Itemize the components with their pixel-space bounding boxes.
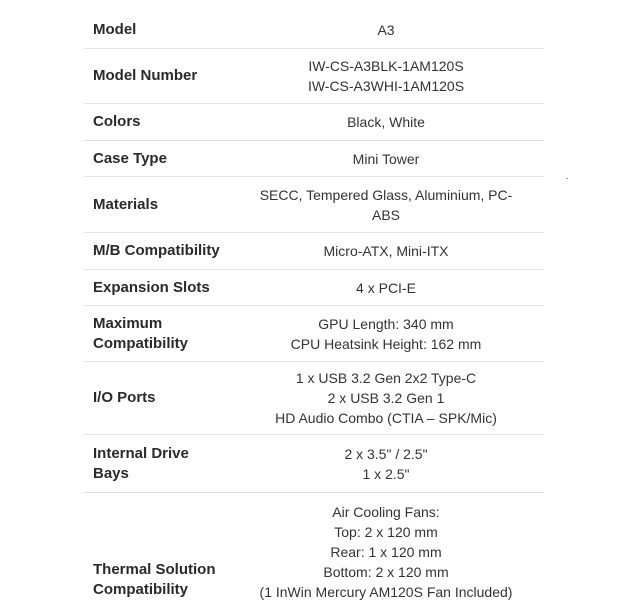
spec-row-thermal-solution	[84, 493, 544, 602]
spec-value	[228, 185, 544, 225]
spec-value-line: Rear: 1 x 120 mm	[330, 544, 442, 560]
spec-row-maximum-compatibility	[84, 306, 544, 362]
spec-value	[228, 368, 544, 428]
spec-value	[228, 112, 544, 132]
spec-value	[228, 502, 544, 602]
spec-label	[84, 112, 228, 132]
spec-row-case-type	[84, 141, 544, 177]
spec-label-line: Expansion Slots	[93, 278, 210, 296]
spec-label-line: Materials	[93, 195, 159, 213]
spec-label-line: Colors	[93, 113, 141, 130]
spec-value-line: 1 x USB 3.2 Gen 2x2 Type-C	[295, 370, 477, 386]
spec-label	[84, 560, 228, 602]
spec-value	[228, 278, 544, 298]
spec-label-line: Model Number	[93, 67, 198, 84]
spec-value-line: IW-CS-A3BLK-1AM120S	[308, 58, 464, 74]
spec-value-line: Top: 2 x 120 mm	[334, 524, 438, 540]
spec-value-line: (1 InWin Mercury AM120S Fan Included)	[259, 584, 513, 600]
spec-value	[228, 444, 544, 484]
spec-row-internal-drive-bays	[84, 435, 544, 493]
spec-label-line: Compatibility	[93, 334, 189, 352]
spec-value	[228, 241, 544, 261]
spec-label-line: Case Type	[93, 149, 167, 167]
spec-row-model	[84, 11, 544, 49]
spec-value-line: Bottom: 2 x 120 mm	[323, 564, 449, 580]
spec-label	[84, 66, 228, 86]
spec-label-line: I/O Ports	[93, 389, 156, 406]
spec-value-line: Mini Tower	[352, 150, 420, 167]
spec-value-line: Micro-ATX, Mini-ITX	[323, 243, 449, 259]
spec-label	[84, 444, 228, 484]
spec-value-line: HD Audio Combo (CTIA – SPK/Mic)	[275, 410, 497, 426]
spec-value-line: CPU Heatsink Height: 162 mm	[290, 335, 482, 352]
spec-label-line: Internal Drive Bays	[93, 444, 189, 482]
spec-row-model-number	[84, 49, 544, 104]
spec-label-line: Maximum	[93, 314, 163, 332]
spec-label-line: M/B Compatibility	[93, 242, 220, 259]
spec-value-line: 1 x 2.5"	[362, 465, 410, 482]
spec-value-line: SECC, Tempered Glass, Aluminium, PC-	[259, 186, 513, 203]
edge-artifact	[566, 178, 568, 179]
spec-label	[84, 20, 228, 40]
spec-row-colors	[84, 104, 544, 141]
spec-value-line: ABS	[371, 206, 400, 223]
spec-row-io-ports	[84, 362, 544, 435]
spec-value	[228, 56, 544, 96]
spec-label-line: Compatibility	[93, 581, 189, 598]
spec-value	[228, 149, 544, 169]
spec-label	[84, 149, 228, 169]
spec-table	[84, 11, 544, 602]
spec-label	[84, 195, 228, 215]
spec-label	[84, 241, 228, 261]
spec-value-line: IW-CS-A3WHI-1AM120S	[307, 78, 465, 94]
spec-value-line: GPU Length: 340 mm	[318, 315, 454, 332]
spec-row-materials	[84, 177, 544, 233]
spec-value-line: A3	[377, 21, 395, 38]
spec-value-line: 2 x 3.5" / 2.5"	[344, 445, 428, 462]
spec-row-expansion-slots	[84, 270, 544, 306]
spec-value	[228, 314, 544, 354]
spec-value	[228, 20, 544, 40]
spec-value-line: Black, White	[347, 114, 425, 130]
spec-label	[84, 278, 228, 298]
spec-label	[84, 388, 228, 408]
spec-label	[84, 314, 228, 354]
spec-value-line: Air Cooling Fans:	[332, 504, 440, 520]
spec-row-mb-compatibility	[84, 233, 544, 270]
spec-label-line: Model	[93, 20, 137, 38]
spec-label-line: Thermal Solution	[93, 561, 216, 578]
spec-value-line: 2 x USB 3.2 Gen 1	[327, 390, 445, 406]
spec-value-line: 4 x PCI-E	[356, 279, 416, 296]
